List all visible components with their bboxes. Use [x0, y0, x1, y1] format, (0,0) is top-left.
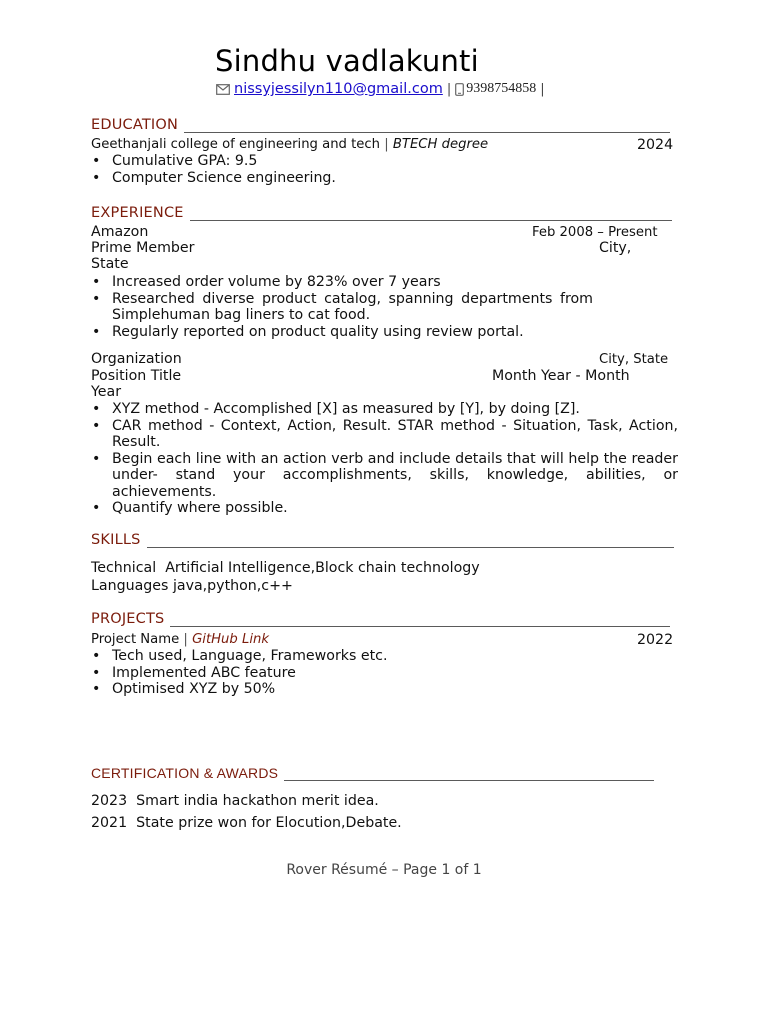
job-dates: Feb 2008 – Present	[532, 225, 658, 240]
list-item: • Increased order volume by 823% over 7 years	[91, 274, 593, 291]
job-location-state: State	[91, 256, 129, 272]
certifications-heading	[91, 765, 654, 781]
list-item: • Cumulative GPA: 9.5	[91, 153, 671, 170]
award-row	[91, 793, 379, 809]
education-separator: |	[384, 137, 389, 152]
email-link[interactable]: nissyjessilyn110@gmail.com	[234, 81, 443, 97]
mail-icon	[216, 81, 230, 97]
candidate-name: Sindhu vadlakunti	[215, 44, 479, 78]
job-dates-start: Month Year - Month	[492, 368, 630, 384]
education-year: 2024	[637, 137, 674, 153]
list-item: • Implemented ABC feature	[91, 665, 671, 682]
contact-line	[216, 81, 549, 97]
list-item: • Computer Science engineering.	[91, 170, 671, 187]
skills-heading-text: SKILLS	[91, 532, 141, 548]
project-separator: |	[183, 632, 188, 647]
project-line	[91, 632, 269, 647]
job-company: Organization	[91, 351, 182, 367]
award-text: Smart india hackathon merit idea.	[136, 793, 379, 809]
skills-heading	[91, 532, 674, 548]
job-bullets	[91, 401, 678, 517]
phone-number: 9398754858	[466, 81, 537, 96]
project-github-link[interactable]: GitHub Link	[192, 632, 269, 647]
certifications-rule	[284, 774, 654, 781]
skills-value: java,python,c++	[172, 578, 293, 594]
list-item: • XYZ method - Accomplished [X] as measured by [Y], by doing [Z].	[91, 401, 678, 418]
skills-label: Technical	[91, 560, 157, 576]
job-title: Position Title	[91, 368, 182, 384]
education-school-line	[91, 137, 488, 152]
job-company: Amazon	[91, 224, 149, 240]
experience-heading-text: EXPERIENCE	[91, 205, 184, 221]
contact-separator-end: |	[540, 81, 545, 97]
list-item: • CAR method - Context, Action, Result. STAR method - Situation, Task, Action, Result.	[91, 418, 678, 451]
list-item: • Tech used, Language, Frameworks etc.	[91, 648, 671, 665]
project-year: 2022	[637, 632, 674, 648]
education-heading-text: EDUCATION	[91, 117, 179, 133]
skills-row	[91, 560, 480, 576]
project-bullets	[91, 648, 671, 698]
award-year: 2023	[91, 793, 128, 809]
experience-rule	[190, 214, 672, 221]
job-title: Prime Member	[91, 240, 195, 256]
award-text: State prize won for Elocution,Debate.	[136, 815, 402, 831]
phone-icon	[455, 81, 464, 97]
job-location-city: City,	[599, 240, 632, 256]
page-footer: Rover Résumé – Page 1 of 1	[286, 862, 482, 878]
education-school: Geethanjali college of engineering and tech	[91, 137, 381, 152]
education-heading	[91, 117, 670, 133]
education-degree: BTECH degree	[392, 137, 489, 152]
experience-heading	[91, 205, 672, 221]
skills-label: Languages	[91, 578, 169, 594]
contact-separator: |	[446, 81, 452, 97]
award-year: 2021	[91, 815, 128, 831]
job-bullets	[91, 274, 593, 340]
list-item: • Regularly reported on product quality using review portal.	[91, 324, 593, 341]
project-name: Project Name	[91, 632, 180, 647]
list-item: • Optimised XYZ by 50%	[91, 681, 671, 698]
list-item: • Begin each line with an action verb and include details that will help the reader under- stand your accomplishments, skills, knowledge, abilities, or achievements.	[91, 451, 678, 501]
job-location: City, State	[599, 352, 669, 367]
projects-heading-text: PROJECTS	[91, 611, 165, 627]
education-rule	[184, 126, 670, 133]
skills-rule	[147, 541, 674, 548]
education-bullets	[91, 153, 671, 186]
job-dates-end: Year	[91, 384, 122, 400]
projects-rule	[170, 620, 670, 627]
award-row	[91, 815, 402, 831]
skills-value: Artificial Intelligence,Block chain technology	[165, 560, 480, 576]
list-item: • Quantify where possible.	[91, 500, 678, 517]
list-item: • Researched diverse product catalog, spanning departments from Simplehuman bag liners to cat food.	[91, 291, 593, 324]
projects-heading	[91, 611, 670, 627]
skills-row	[91, 578, 293, 594]
certifications-heading-text: CERTIFICATION & AWARDS	[91, 765, 279, 781]
